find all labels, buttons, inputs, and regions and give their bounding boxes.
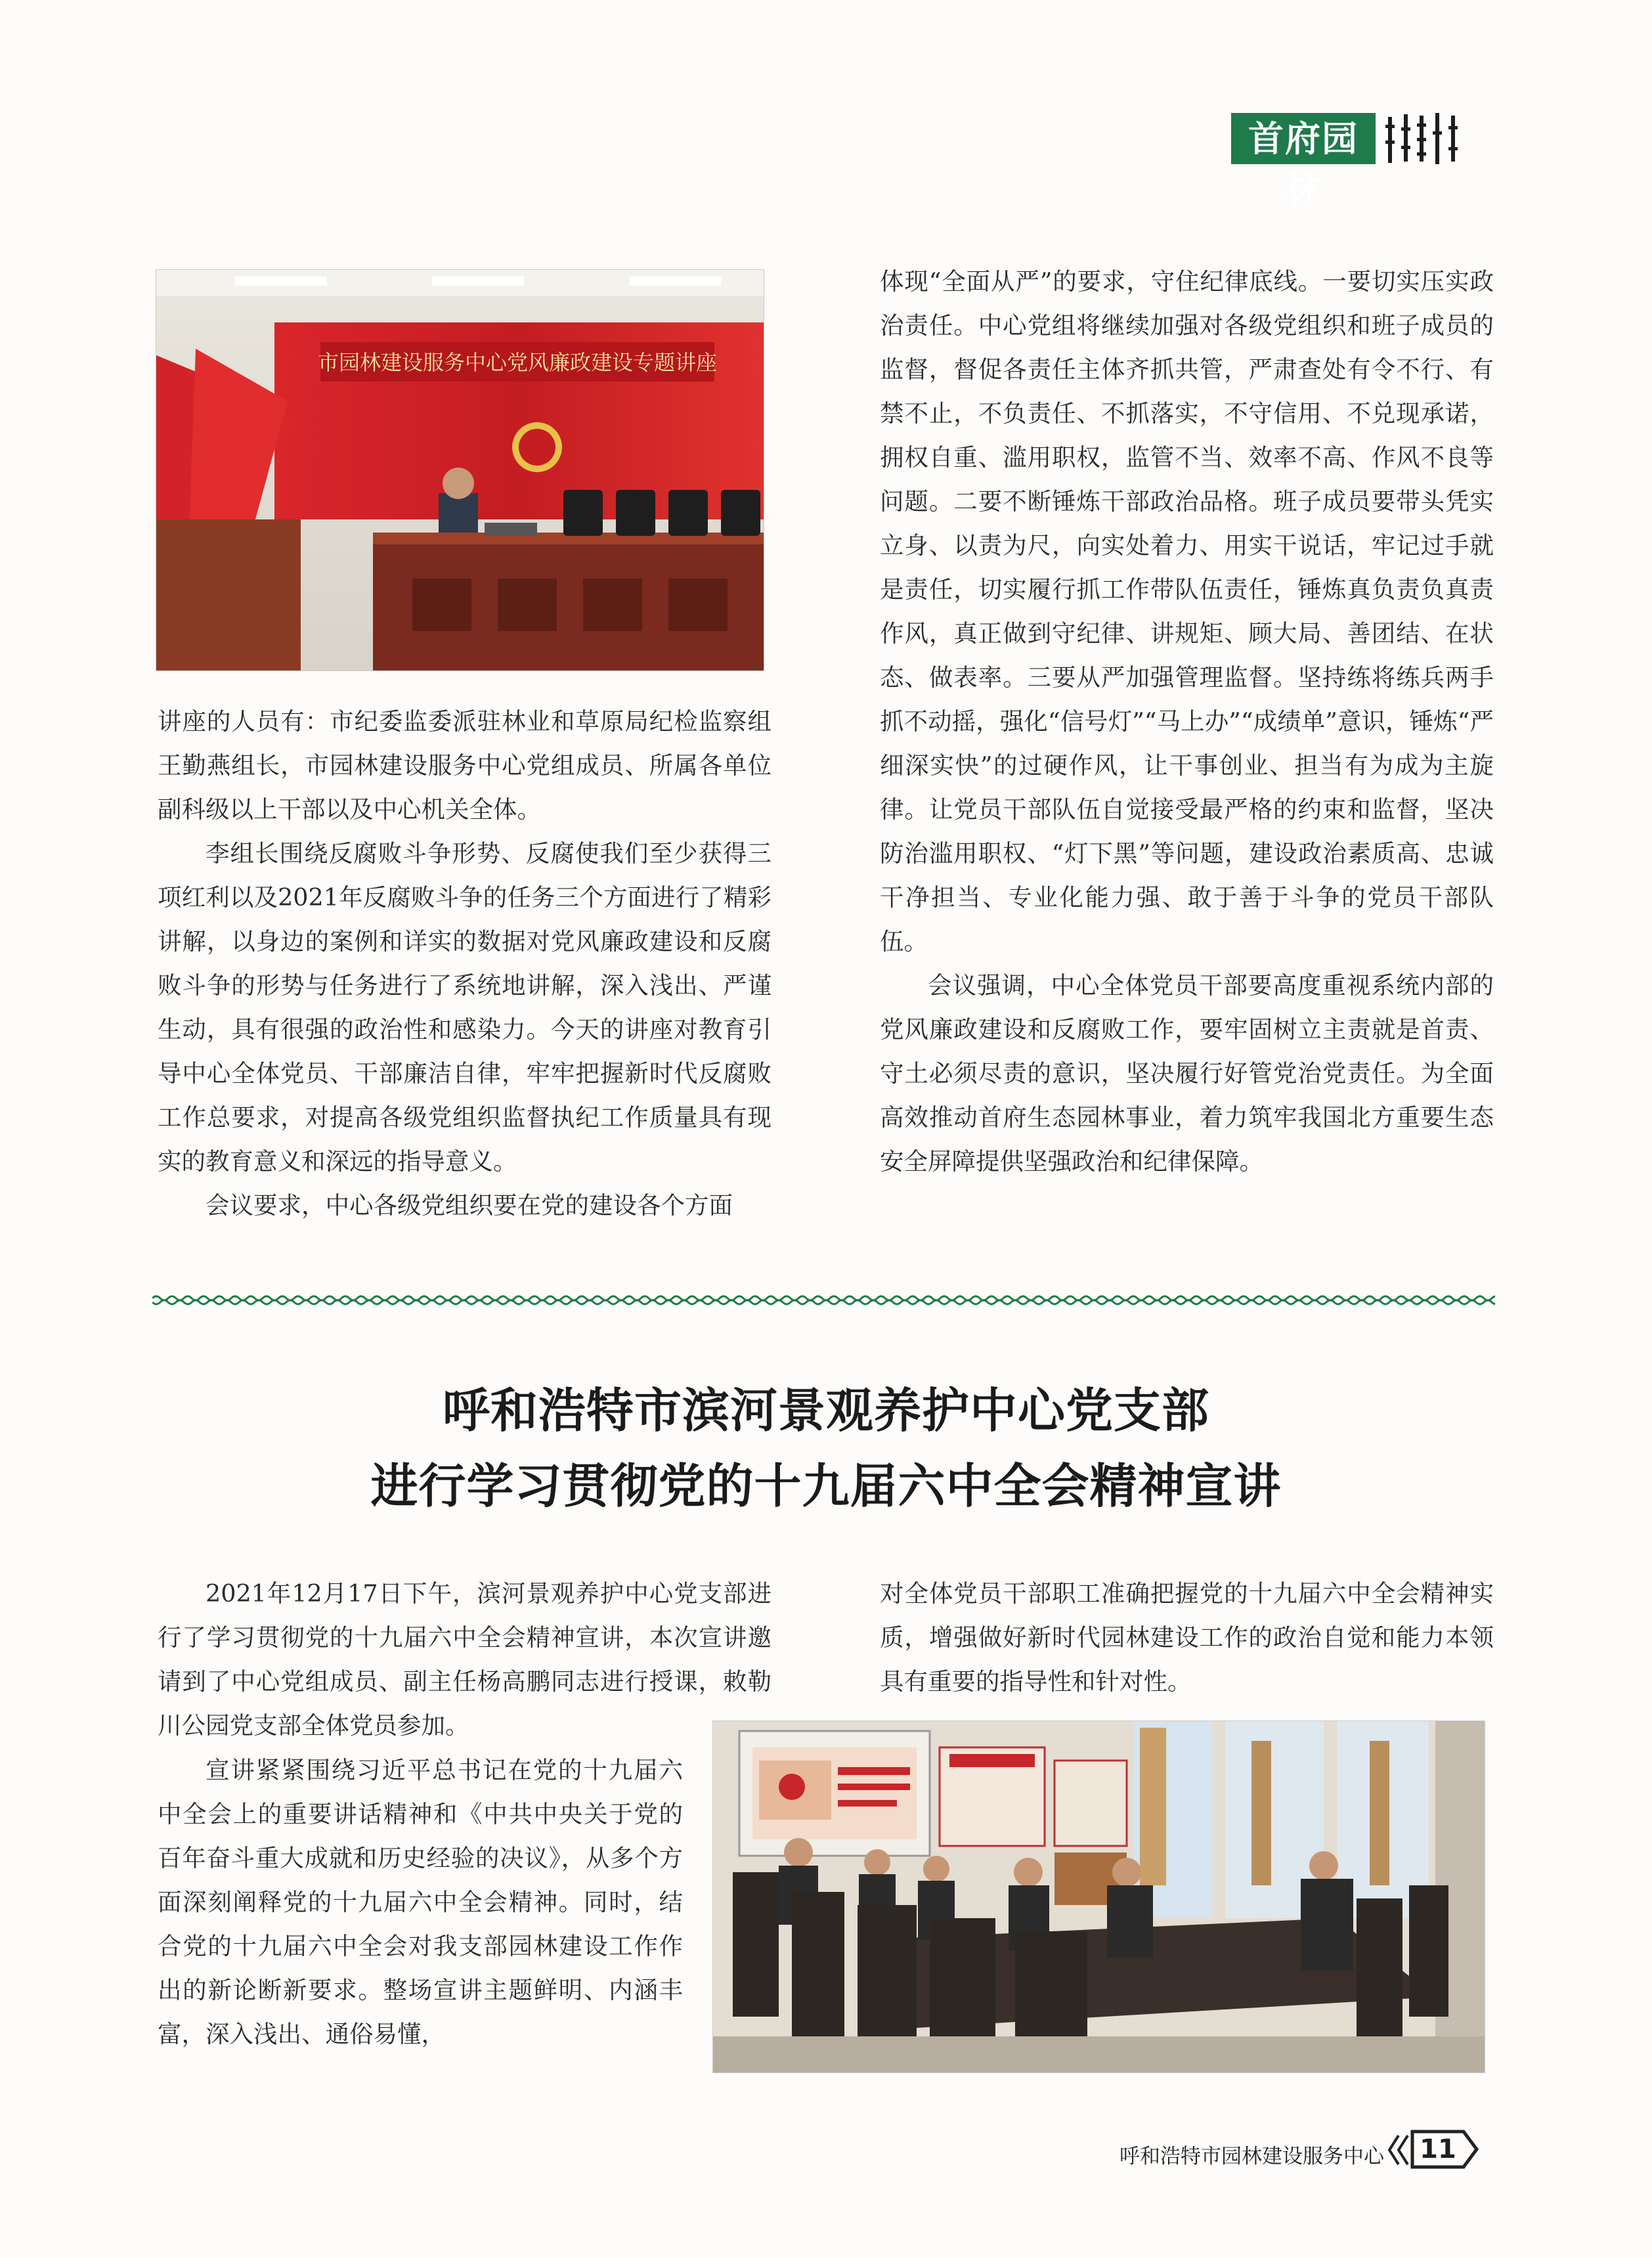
wave-divider — [152, 1290, 1495, 1310]
article2-left-wrapped-column — [158, 1748, 683, 2056]
page-number: 11 — [1420, 2134, 1456, 2164]
lecture-hall-photo — [156, 269, 764, 671]
paragraph: 体现“全面从严”的要求，守住纪律底线。一要切实压实政治责任。中心党组将继续加强对各级党组织和班子成员的监督，督促各责任主体齐抓共管，严肃查处有令不行、有禁不止，不负责任、不抓落实，不守信用、不兑现承诺，拥权自重、滥用职权，监管不当、效率不高、作风不良等问题。二要不断锤炼干部政治品格。班子成员要带头凭实立身、以责为尺，向实处着力、用实干说话，牢记过手就是责任，切实履行抓工作带队伍责任，锤炼真负责负真责作风，真正做到守纪律、讲规矩、顾大局、善团结、在状态、做表率。三要从严加强管理监督。坚持练将练兵两手抓不动摇，强化“信号灯”“马上办”“成绩单”意识，锤炼“严细深实快”的过硬作风，让干事创业、担当有为成为主旋律。让党员干部队伍自觉接受最严格的约束和监督，坚决防治滥用职权、“灯下黑”等问题，建设政治素质高、忠诚干净担当、专业化能力强、敢于善于斗争的党员干部队伍。 — [880, 267, 1494, 955]
banner-text: 市园林建设服务中心党风廉政建设专题讲座 — [317, 350, 718, 375]
mongolian-script-logo — [1383, 108, 1494, 171]
footer-organization: 呼和浩特市园林建设服务中心 — [1119, 2145, 1384, 2168]
article2-title-line2: 进行学习贯彻党的十九届六中全会精神宣讲 — [370, 1458, 1282, 1514]
paragraph: 2021年12月17日下午，滨河景观养护中心党支部进行了学习贯彻党的十九届六中全会精神宣讲，本次宣讲邀请到了中心党组成员、副主任杨高鹏同志进行授课，敕勒川公园党支部全体党员参加。 — [158, 1579, 772, 1740]
paragraph: 会议强调，中心全体党员干部要高度重视系统内部的党风廉政建设和反腐败工作，要牢固树立主责就是首责、守土必须尽责的意识，坚决履行好管党治党责任。为全面高效推动首府生态园林事业，着力筑牢我国北方重要生态安全屏障提供坚强政治和纪律保障。 — [880, 971, 1494, 1175]
magazine-logo: 首府园林 — [1231, 113, 1376, 164]
paragraph: 李组长围绕反腐败斗争形势、反腐使我们至少获得三项红利以及2021年反腐败斗争的任务三个方面进行了精彩讲解，以身边的案例和详实的数据对党风廉政建设和反腐败斗争的形势与任务进行了系统地讲解，深入浅出、严谨生动，具有很强的政治性和感染力。今天的讲座对教育引导中心全体党员、干部廉洁自律，牢牢把握新时代反腐败工作总要求，对提高各级党组织监督执纪工作质量具有现实的教育意义和深远的指导意义。 — [158, 839, 772, 1175]
paragraph: 讲座的人员有：市纪委监委派驻林业和草原局纪检监察组王勤燕组长，市园林建设服务中心党组成员、所属各单位副科级以上干部以及中心机关全体。 — [158, 707, 772, 823]
meeting-room-photo — [712, 1720, 1485, 2073]
article2-left-column — [158, 1571, 772, 1747]
article1-left-column — [158, 699, 772, 1227]
paragraph: 对全体党员干部职工准确把握党的十九届六中全会精神实质，增强做好新时代园林建设工作的政治自觉和能力本领具有重要的指导性和针对性。 — [880, 1579, 1494, 1696]
paragraph: 会议要求，中心各级党组织要在党的建设各个方面 — [206, 1191, 733, 1219]
article1-right-column — [880, 259, 1494, 1183]
article2-right-column — [880, 1571, 1494, 1703]
paragraph: 宣讲紧紧围绕习近平总书记在党的十九届六中全会上的重要讲话精神和《中共中央关于党的百年奋斗重大成就和历史经验的决议》，从多个方面深刻阐释党的十九届六中全会精神。同时，结合党的十九届六中全会对我支部园林建设工作作出的新论断新要求。整场宣讲主题鲜明、内涵丰富，深入浅出、通俗易懂， — [158, 1756, 683, 2048]
article2-title-line1: 呼和浩特市滨河景观养护中心党支部 — [442, 1383, 1209, 1438]
double-chevron-left-icon — [1385, 2132, 1412, 2168]
